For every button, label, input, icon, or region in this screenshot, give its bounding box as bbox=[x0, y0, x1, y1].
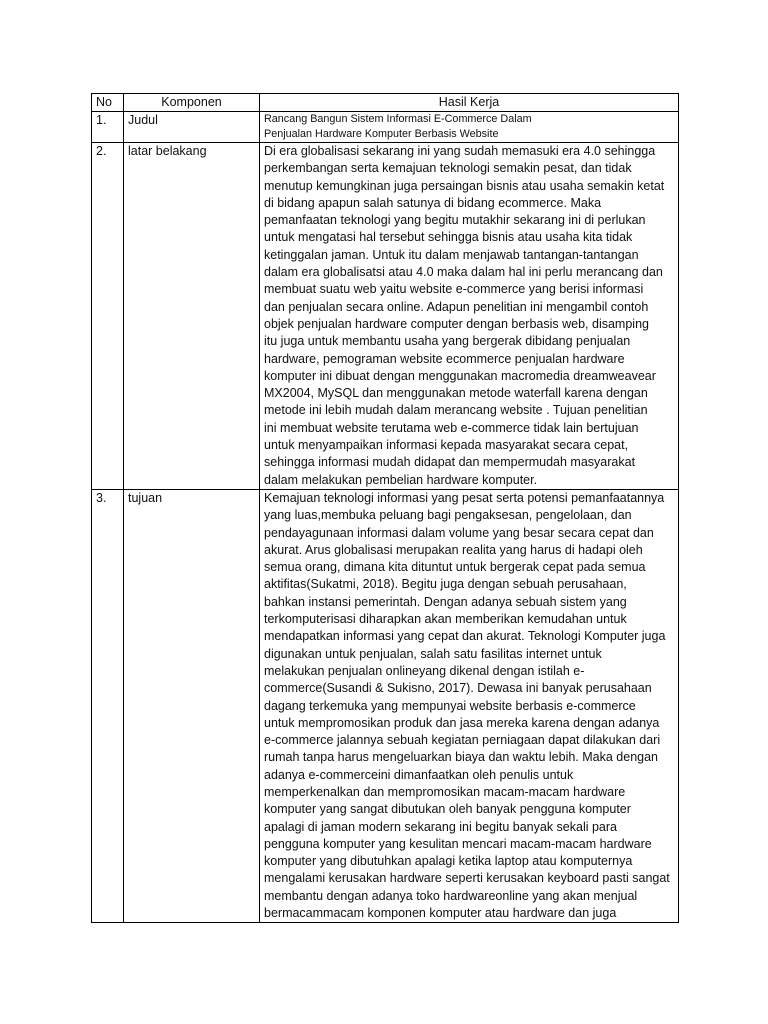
text-line: pemanfaatan teknologi yang begitu mutakhir sekarang ini di perlukan bbox=[264, 213, 646, 228]
text-line: pendayagunaan informasi dalam volume yang besar secara cepat dan bbox=[264, 525, 654, 540]
text-line: komputer yang dibutuhkan apalagi ketika laptop atau komputernya bbox=[264, 854, 633, 869]
text-line: komputer yang sangat dibutukan oleh banyak pengguna komputer bbox=[264, 802, 631, 817]
text-line: di bidang apapun salah satunya di bidang ecommerce. Maka bbox=[264, 195, 602, 210]
table-header-row bbox=[92, 94, 679, 112]
row-komponen: tujuan bbox=[124, 489, 260, 922]
text-line: e-commerce jalannya sebuah kegiatan perniagaan dapat dilakukan dari bbox=[264, 733, 661, 748]
text-line: pengguna komputer yang kesulitan mencari macam-macam hardware bbox=[264, 836, 652, 851]
text-line: metode ini lebih mudah dalam merancang website . Tujuan penelitian bbox=[264, 403, 648, 418]
text-line: ketinggalan jaman. Untuk itu dalam menjawab tantangan-tantangan bbox=[264, 247, 639, 262]
text-line: menutup kemungkinan juga persaingan bisnis atau usaha semakin ketat bbox=[264, 178, 665, 193]
text-line: Penjualan Hardware Komputer Berbasis Website bbox=[264, 128, 499, 140]
table-row-tujuan bbox=[92, 489, 679, 922]
text-line: aktifitas(Sukatmi, 2018). Begitu juga dengan sebuah perusahaan, bbox=[264, 577, 627, 592]
row-number: 1. bbox=[92, 112, 124, 143]
text-line: dalam melakukan pembelian hardware komputer. bbox=[264, 472, 538, 487]
text-line: apalagi di jaman modern sekarang ini begitu banyak sekali para bbox=[264, 819, 617, 834]
text-line: Di era globalisasi sekarang ini yang sudah memasuki era 4.0 sehingga bbox=[264, 144, 656, 158]
text-line: melakukan penjualan onlineyang dikenal dengan istilah e- bbox=[264, 663, 585, 678]
text-line: perkembangan serta kemajuan teknologi semakin pesat, dan tidak bbox=[264, 161, 632, 176]
text-line: terkomputerisasi diharapkan akan memberikan kemudahan untuk bbox=[264, 612, 627, 627]
text-line: itu juga untuk membantu usaha yang bergerak dibidang penjualan bbox=[264, 334, 631, 349]
text-line: untuk menyampaikan informasi kepada masyarakat secara cepat, bbox=[264, 438, 629, 453]
row-hasil-kerja bbox=[260, 489, 679, 922]
text-line: dalam era globalisatsi atau 4.0 maka dalam hal ini perlu merancang dan bbox=[264, 265, 663, 280]
text-line: membuat suatu web yaitu website e-commerce yang berisi informasi bbox=[264, 282, 644, 297]
text-line: memperkenalkan dan mempromosikan macam-macam hardware bbox=[264, 784, 626, 799]
text-line: adanya e-commerceini dimanfaatkan oleh penulis untuk bbox=[264, 767, 574, 782]
text-line: semua orang, dimana kita dituntut untuk bergerak cepat pada semua bbox=[264, 560, 646, 575]
text-line: Kemajuan teknologi informasi yang pesat serta potensi pemanfaatannya bbox=[264, 490, 665, 505]
row-komponen: latar belakang bbox=[124, 143, 260, 490]
text-line: untuk mengatasi hal tersebut sehingga bisnis atau usaha kita tidak bbox=[264, 230, 633, 245]
header-hasil-kerja: Hasil Kerja bbox=[260, 94, 679, 112]
text-line: bermacammacam komponen komputer atau hardware dan juga bbox=[264, 906, 617, 921]
text-line: objek penjualan hardware computer dengan berbasis web, disamping bbox=[264, 316, 649, 331]
text-line: komputer ini dibuat dengan menggunakan macromedia dreamweavear bbox=[264, 368, 656, 383]
table-row-judul bbox=[92, 112, 679, 143]
text-line: digunakan untuk penjualan, salah satu fasilitas internet untuk bbox=[264, 646, 602, 661]
text-line: sehingga informasi mudah didapat dan mempermudah masyarakat bbox=[264, 455, 636, 470]
text-line: mengalami kerusakan hardware seperti kerusakan keyboard pasti sangat bbox=[264, 871, 670, 886]
text-line: membantu dengan adanya toko hardwareonline yang akan menjual bbox=[264, 888, 638, 903]
text-line: ini membuat website terutama web e-commerce tidak lain bertujuan bbox=[264, 420, 639, 435]
text-line: untuk mempromosikan produk dan jasa mereka karena dengan adanya bbox=[264, 715, 660, 730]
row-number: 3. bbox=[92, 489, 124, 922]
row-komponen: Judul bbox=[124, 112, 260, 143]
text-line: bahkan instansi pemerintah. Dengan adanya sebuah sistem yang bbox=[264, 594, 627, 609]
text-line: akurat. Arus globalisasi merupakan realita yang harus di hadapi oleh bbox=[264, 542, 643, 557]
text-line: hardware, pemograman website ecommerce penjualan hardware bbox=[264, 351, 625, 366]
text-line: Rancang Bangun Sistem Informasi E-Commerce Dalam bbox=[264, 113, 532, 125]
row-hasil-kerja bbox=[260, 143, 679, 490]
row-hasil-kerja bbox=[260, 112, 679, 143]
text-line: dagang terkemuka yang mempunyai website berbasis e-commerce bbox=[264, 698, 636, 713]
text-line: yang luas,membuka peluang bagi pengaksesan, pengelolaan, dan bbox=[264, 508, 632, 523]
text-line: dan penjualan secara online. Adapun penelitian ini mengambil contoh bbox=[264, 299, 649, 314]
text-line: rumah tanpa harus mengeluarkan biaya dan waktu lebih. Maka dengan bbox=[264, 750, 659, 765]
header-no: No bbox=[92, 94, 124, 112]
hasil-kerja-table bbox=[91, 93, 679, 923]
text-line: commerce(Susandi & Sukisno, 2017). Dewasa ini banyak perusahaan bbox=[264, 681, 652, 696]
text-line: mendapatkan informasi yang cepat dan akurat. Teknologi Komputer juga bbox=[264, 629, 666, 644]
row-number: 2. bbox=[92, 143, 124, 490]
document-page bbox=[91, 93, 678, 923]
text-line: MX2004, MySQL dan menggunakan metode waterfall karena dengan bbox=[264, 386, 648, 401]
table-row-latar-belakang bbox=[92, 143, 679, 490]
header-komponen: Komponen bbox=[124, 94, 260, 112]
